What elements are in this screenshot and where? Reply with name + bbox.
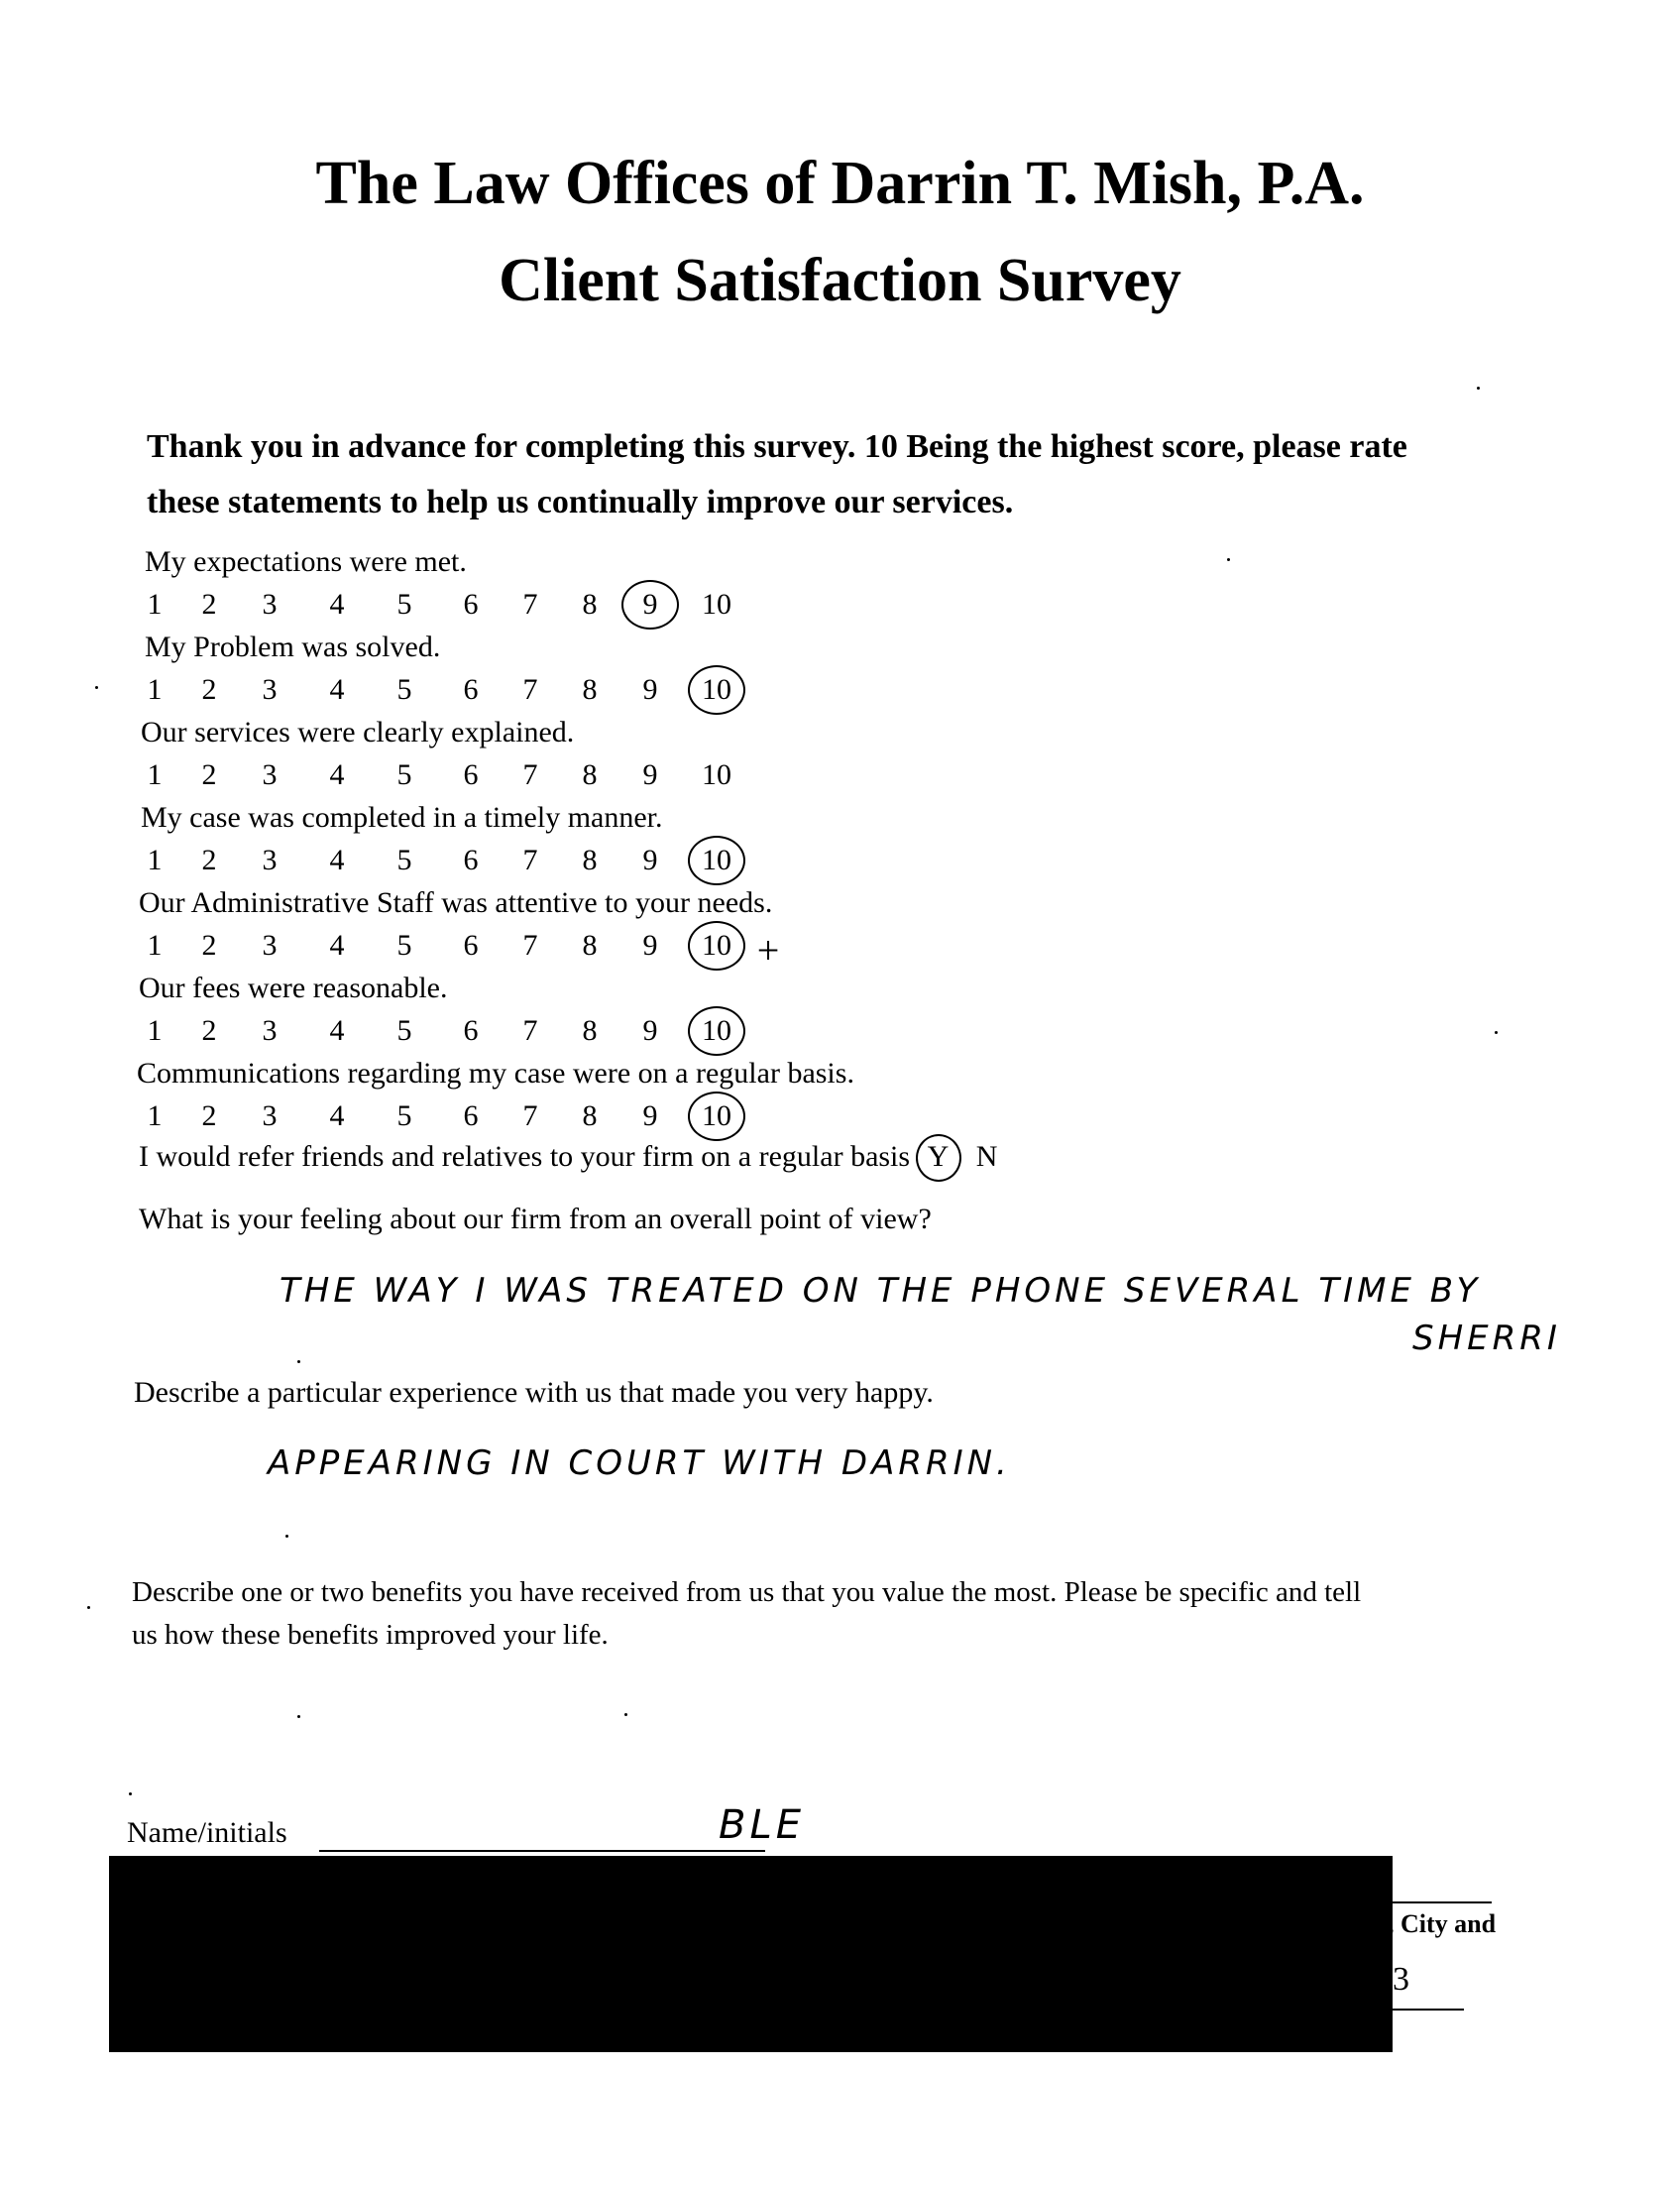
rating-option-2[interactable]: [189, 673, 229, 707]
rating-option-label: 8: [582, 588, 598, 621]
rating-option-label: 7: [522, 1014, 538, 1047]
rating-option-label: 8: [582, 844, 598, 876]
rating-option-label: 1: [147, 758, 163, 791]
rating-scale: [0, 928, 892, 973]
rating-scale: [0, 673, 892, 713]
question-label: Our fees were reasonable.: [139, 972, 448, 1004]
scan-speck: [87, 1606, 90, 1609]
rating-option-10[interactable]: [697, 673, 736, 707]
scan-speck: [1495, 1031, 1498, 1034]
rating-option-label: 4: [329, 1099, 345, 1132]
rating-option-4[interactable]: [317, 844, 357, 877]
rating-option-8[interactable]: [570, 673, 610, 707]
scan-speck: [1227, 558, 1230, 561]
rating-option-8[interactable]: [570, 758, 610, 792]
rating-option-label: 5: [396, 588, 412, 621]
question-label: Our Administrative Staff was attentive to your needs.: [139, 886, 773, 919]
rating-option-label: 8: [582, 673, 598, 706]
rating-option-label: 2: [201, 673, 217, 706]
scan-speck: [624, 1713, 627, 1716]
address-underline-2: [1393, 2009, 1464, 2011]
benefits-question-line-2: us how these benefits improved your life.: [132, 1619, 609, 1651]
rating-option-9[interactable]: [630, 1014, 670, 1048]
rating-option-label: 5: [396, 758, 412, 791]
scan-speck: [95, 686, 98, 689]
overall-response-line-2: SHERRI: [1412, 1319, 1561, 1358]
rating-option-9[interactable]: [630, 673, 670, 707]
scan-speck: [129, 1792, 132, 1795]
answer-circle: [916, 1134, 961, 1182]
rating-option-6[interactable]: [451, 929, 491, 963]
rating-option-7[interactable]: [510, 929, 550, 963]
rating-option-label: 6: [463, 844, 479, 876]
experience-response: APPEARING IN COURT WITH DARRIN.: [268, 1443, 1011, 1483]
rating-option-label: 1: [147, 588, 163, 621]
rating-option-3[interactable]: [250, 844, 289, 877]
scan-speck: [297, 1360, 300, 1363]
rating-option-label: 10: [702, 929, 731, 962]
refer-no-option[interactable]: N: [975, 1140, 998, 1173]
answer-circle: [621, 580, 679, 630]
rating-option-label: 1: [147, 1014, 163, 1047]
rating-option-6[interactable]: [451, 1014, 491, 1048]
question-label: My Problem was solved.: [145, 631, 441, 663]
rating-option-label: 10: [702, 844, 731, 876]
rating-option-label: 4: [329, 1014, 345, 1047]
overall-response-line-1: THE WAY I WAS TREATED ON THE PHONE SEVERAL TIME BY: [280, 1271, 1482, 1311]
rating-option-9[interactable]: [630, 758, 670, 792]
rating-option-label: 4: [329, 929, 345, 962]
address-label-fragment: , City and: [1388, 1909, 1497, 1938]
question-label: Communications regarding my case were on a regular basis.: [137, 1057, 854, 1090]
rating-option-2[interactable]: [189, 1099, 229, 1133]
rating-option-7[interactable]: [510, 673, 550, 707]
rating-option-7[interactable]: [510, 1014, 550, 1048]
answer-circle: [688, 665, 745, 715]
rating-option-10[interactable]: [697, 1099, 736, 1133]
rating-option-label: 3: [262, 844, 278, 876]
rating-option-5[interactable]: [385, 673, 424, 707]
answer-circle: [688, 1006, 745, 1056]
rating-option-5[interactable]: [385, 929, 424, 963]
rating-option-10[interactable]: [697, 588, 736, 622]
rating-option-label: 5: [396, 844, 412, 876]
rating-option-6[interactable]: [451, 758, 491, 792]
rating-option-1[interactable]: [135, 758, 174, 792]
rating-option-4[interactable]: [317, 1014, 357, 1048]
rating-option-5[interactable]: [385, 1099, 424, 1133]
rating-option-2[interactable]: [189, 588, 229, 622]
rating-option-7[interactable]: [510, 1099, 550, 1133]
rating-option-label: 2: [201, 929, 217, 962]
rating-option-7[interactable]: [510, 588, 550, 622]
rating-scale: [0, 758, 892, 798]
refer-question: [139, 1140, 997, 1174]
rating-option-4[interactable]: [317, 929, 357, 963]
rating-option-label: 9: [642, 1014, 658, 1047]
rating-option-9[interactable]: [630, 1099, 670, 1133]
rating-option-label: 6: [463, 1099, 479, 1132]
rating-option-label: 8: [582, 1014, 598, 1047]
rating-option-label: 3: [262, 758, 278, 791]
rating-option-9[interactable]: [630, 588, 670, 622]
rating-option-10[interactable]: [697, 1014, 736, 1048]
rating-option-1[interactable]: [135, 588, 174, 622]
rating-option-label: 9: [642, 929, 658, 962]
rating-option-10[interactable]: [697, 929, 736, 963]
rating-option-label: 1: [147, 929, 163, 962]
rating-option-3[interactable]: [250, 758, 289, 792]
rating-option-label: 2: [201, 844, 217, 876]
rating-option-label: 1: [147, 1099, 163, 1132]
rating-option-7[interactable]: [510, 758, 550, 792]
rating-option-5[interactable]: [385, 758, 424, 792]
experience-question: Describe a particular experience with us that made you very happy.: [134, 1376, 934, 1409]
question-label: Our services were clearly explained.: [141, 716, 575, 748]
rating-option-label: 9: [642, 758, 658, 791]
firm-name: The Law Offices of Darrin T. Mish, P.A.: [315, 150, 1365, 217]
question-label: My expectations were met.: [145, 545, 467, 578]
rating-option-label: 9: [642, 844, 658, 876]
rating-option-label: 7: [522, 929, 538, 962]
rating-option-1[interactable]: [135, 844, 174, 877]
rating-option-label: 3: [262, 929, 278, 962]
rating-option-6[interactable]: [451, 673, 491, 707]
rating-option-label: 6: [463, 758, 479, 791]
rating-option-3[interactable]: [250, 673, 289, 707]
rating-option-label: 2: [201, 1014, 217, 1047]
name-label: Name/initials: [127, 1816, 287, 1849]
rating-option-10[interactable]: [697, 758, 736, 792]
rating-option-1[interactable]: [135, 1099, 174, 1133]
rating-option-label: 10: [702, 673, 731, 706]
rating-scale: [0, 1099, 892, 1139]
rating-option-8[interactable]: [570, 1014, 610, 1048]
rating-option-3[interactable]: [250, 1099, 289, 1133]
rating-option-label: 6: [463, 588, 479, 621]
rating-option-label: 3: [262, 673, 278, 706]
rating-option-label: 8: [582, 929, 598, 962]
rating-option-2[interactable]: [189, 1014, 229, 1048]
rating-option-label: 7: [522, 758, 538, 791]
rating-option-label: 3: [262, 1099, 278, 1132]
rating-option-2[interactable]: [189, 929, 229, 963]
rating-option-label: 4: [329, 758, 345, 791]
rating-option-3[interactable]: [250, 929, 289, 963]
rating-option-label: 6: [463, 673, 479, 706]
rating-option-4[interactable]: [317, 1099, 357, 1133]
rating-option-label: 10: [702, 758, 731, 791]
rating-option-label: 6: [463, 1014, 479, 1047]
rating-option-5[interactable]: [385, 844, 424, 877]
answer-circle: [688, 1092, 745, 1141]
refer-yes-option[interactable]: [928, 1140, 950, 1174]
rating-option-label: 2: [201, 1099, 217, 1132]
rating-option-label: 9: [642, 673, 658, 706]
rating-option-1[interactable]: [135, 929, 174, 963]
rating-option-label: 5: [396, 673, 412, 706]
question-label: My case was completed in a timely manner.: [141, 801, 663, 834]
rating-option-label: 9: [642, 1099, 658, 1132]
rating-option-label: 1: [147, 844, 163, 876]
rating-option-10[interactable]: [697, 844, 736, 877]
rating-option-label: 2: [201, 758, 217, 791]
rating-option-8[interactable]: [570, 588, 610, 622]
answer-circle: [688, 836, 745, 885]
rating-option-label: 3: [262, 1014, 278, 1047]
intro-line-1: Thank you in advance for completing this survey. 10 Being the highest score, please rate: [147, 428, 1407, 465]
rating-scale: [0, 844, 892, 883]
survey-title: Client Satisfaction Survey: [499, 247, 1181, 314]
rating-option-2[interactable]: [189, 758, 229, 792]
rating-option-7[interactable]: [510, 844, 550, 877]
rating-option-label: 4: [329, 673, 345, 706]
rating-option-6[interactable]: [451, 844, 491, 877]
rating-option-8[interactable]: [570, 844, 610, 877]
rating-option-8[interactable]: [570, 1099, 610, 1133]
overall-question: What is your feeling about our firm from an overall point of view?: [139, 1203, 932, 1235]
rating-scale: [0, 588, 892, 628]
answer-circle: [688, 921, 745, 971]
name-value[interactable]: BLE: [719, 1802, 805, 1848]
rating-option-label: 10: [702, 1099, 731, 1132]
rating-option-label: 10: [702, 588, 731, 621]
rating-option-label: 5: [396, 1099, 412, 1132]
intro-line-2: these statements to help us continually improve our services.: [147, 484, 1014, 520]
rating-option-2[interactable]: [189, 844, 229, 877]
rating-option-label: 7: [522, 588, 538, 621]
rating-option-label: 9: [642, 588, 658, 621]
scan-speck: [1477, 387, 1480, 390]
rating-option-label: 3: [262, 588, 278, 621]
rating-option-4[interactable]: [317, 588, 357, 622]
rating-option-label: 4: [329, 844, 345, 876]
rating-option-label: 4: [329, 588, 345, 621]
rating-option-label: 5: [396, 1014, 412, 1047]
refer-yes-label: Y: [927, 1140, 950, 1173]
rating-option-1[interactable]: [135, 1014, 174, 1048]
rating-option-5[interactable]: [385, 588, 424, 622]
rating-option-9[interactable]: [630, 929, 670, 963]
refer-text: I would refer friends and relatives to your firm on a regular basis: [139, 1140, 911, 1173]
rating-option-label: 7: [522, 1099, 538, 1132]
rating-option-8[interactable]: [570, 929, 610, 963]
rating-option-label: 10: [702, 1014, 731, 1047]
rating-option-label: 1: [147, 673, 163, 706]
name-underline: [319, 1850, 765, 1852]
rating-option-5[interactable]: [385, 1014, 424, 1048]
rating-option-label: 7: [522, 673, 538, 706]
benefits-question-line-1: Describe one or two benefits you have received from us that you value the most. Please be specific and tell: [132, 1576, 1362, 1608]
rating-option-3[interactable]: [250, 1014, 289, 1048]
rating-option-9[interactable]: [630, 844, 670, 877]
address-mark-fragment: 3: [1393, 1961, 1409, 1998]
rating-option-label: 8: [582, 1099, 598, 1132]
rating-option-label: 8: [582, 758, 598, 791]
address-underline: [1393, 1901, 1492, 1903]
scan-speck: [297, 1715, 300, 1718]
rating-option-label: 7: [522, 844, 538, 876]
rating-option-3[interactable]: [250, 588, 289, 622]
redaction-block: [109, 1856, 1393, 2052]
rating-option-6[interactable]: [451, 1099, 491, 1133]
rating-option-1[interactable]: [135, 673, 174, 707]
rating-scale: [0, 1014, 892, 1054]
rating-option-4[interactable]: [317, 758, 357, 792]
rating-option-label: 2: [201, 588, 217, 621]
rating-option-6[interactable]: [451, 588, 491, 622]
rating-option-4[interactable]: [317, 673, 357, 707]
rating-option-label: 5: [396, 929, 412, 962]
rating-note: +: [756, 928, 780, 973]
rating-option-label: 6: [463, 929, 479, 962]
scan-speck: [285, 1535, 288, 1538]
